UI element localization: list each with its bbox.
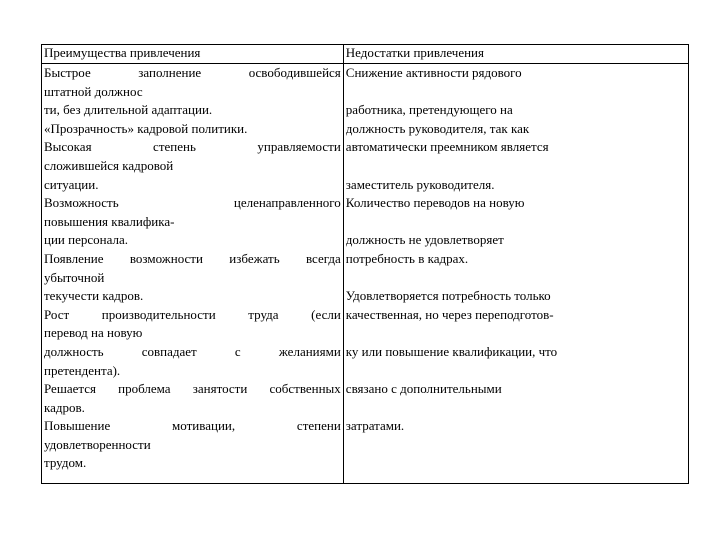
table-body-row (42, 64, 689, 484)
header-advantages: Преимущества привлечения (42, 45, 344, 64)
disadvantages-cell (343, 64, 688, 484)
advantage-line: Высокая степень управляемости (44, 139, 341, 155)
disadvantage-line (346, 436, 686, 455)
advantage-line: Рост производительности труда (если (44, 306, 341, 322)
advantage-line: перевод на новую (44, 325, 143, 341)
advantage-line: ситуации. (44, 176, 99, 192)
disadvantage-line: работника, претендующего на (345, 102, 513, 118)
disadvantage-line: Снижение активности рядового (345, 65, 522, 80)
advantage-line: Повышение мотивации, степени (44, 418, 341, 434)
disadvantage-line: Удовлетворяется потребность только (345, 288, 551, 304)
disadvantage-line (346, 157, 686, 176)
header-disadvantages: Недостатки привлечения (343, 45, 688, 64)
advantage-line: штатной должнос (44, 83, 143, 99)
advantages-cell (42, 64, 344, 484)
advantage-line: Быстрое заполнение освободившейся (44, 65, 341, 80)
advantage-line: должность совпадает с желаниями (44, 343, 341, 359)
advantage-line: сложившейся кадровой (44, 157, 174, 173)
disadvantage-line (346, 269, 686, 288)
disadvantage-line: потребность в кадрах. (345, 250, 469, 266)
advantage-line: ти, без длительной адаптации. (44, 102, 213, 118)
disadvantage-line: должность руководителя, так как (345, 120, 530, 136)
advantage-line: текучести кадров. (44, 288, 144, 304)
comparison-table (41, 44, 689, 484)
disadvantage-line: Количество переводов на новую (345, 195, 525, 211)
advantage-line: повышения квалифика- (44, 213, 175, 229)
disadvantage-line (346, 213, 686, 232)
advantage-line: Решается проблема занятости собственных (44, 381, 341, 397)
advantage-line: кадров. (44, 399, 85, 415)
advantage-line: «Прозрачность» кадровой политики. (44, 120, 248, 136)
advantage-line: удовлетворенности (44, 436, 151, 452)
disadvantage-line: качественная, но через переподготов- (345, 306, 554, 322)
advantage-line: убыточной (44, 269, 105, 285)
disadvantage-line (346, 324, 686, 343)
disadvantage-line: автоматически преемником является (345, 139, 549, 155)
disadvantage-line (346, 83, 686, 102)
disadvantage-line (346, 362, 686, 381)
advantage-line: ции персонала. (44, 232, 128, 248)
advantage-line: трудом. (44, 455, 87, 471)
disadvantage-line: ку или повышение квалификации, что (345, 343, 558, 359)
disadvantage-line: связано с дополнительными (345, 381, 502, 397)
disadvantage-line: должность не удовлетворяет (345, 232, 504, 248)
disadvantage-line (346, 454, 686, 473)
disadvantage-line (346, 399, 686, 418)
table-header-row (42, 45, 689, 64)
advantage-line: Появление возможности избежать всегда (44, 250, 341, 266)
disadvantage-line: заместитель руководителя. (345, 176, 495, 192)
advantage-line: Возможность целенаправленного (44, 195, 341, 211)
advantage-line: претендента). (44, 362, 121, 378)
disadvantage-line: затратами. (345, 418, 405, 434)
